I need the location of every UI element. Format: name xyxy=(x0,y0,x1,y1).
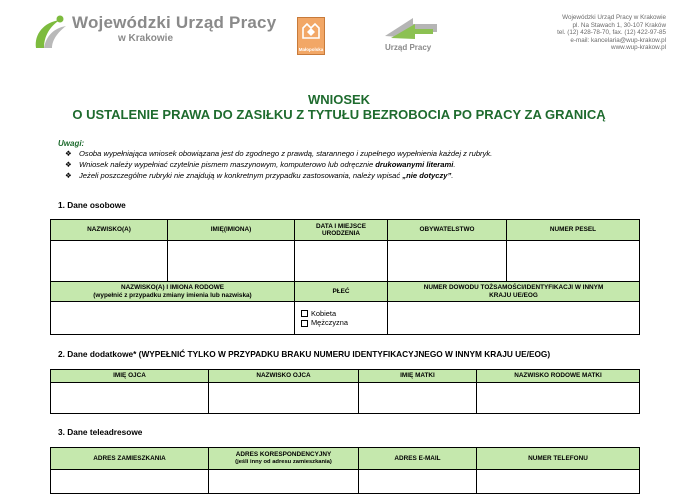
header-rodowe-line1: NAZWISKO(A) I IMIONA RODOWE xyxy=(120,284,225,292)
urzad-pracy-label: Urząd Pracy xyxy=(385,43,432,52)
option-mezczyzna-label: Mężczyzna xyxy=(311,318,348,327)
header-nazwisko-rodowe xyxy=(51,282,295,302)
checkbox-icon[interactable] xyxy=(301,320,308,327)
nazwisko-rodowe-field[interactable] xyxy=(51,302,295,335)
header-imie-matki: IMIĘ MATKI xyxy=(359,370,477,383)
additional-data-table xyxy=(50,369,640,414)
header-rodowe-line2: (wypełnić z przypadku zmiany imienia lub nazwiska) xyxy=(93,291,252,299)
note-item xyxy=(65,149,492,158)
note-item xyxy=(65,171,453,180)
personal-data-table xyxy=(50,219,640,335)
note-text-bold: drukowanymi literami xyxy=(375,160,454,169)
header-imie-ojca: IMIĘ OJCA xyxy=(51,370,209,383)
contact-line: Wojewódzki Urząd Pracy w Krakowie xyxy=(562,14,666,21)
nazwisko-ojca-field[interactable] xyxy=(209,383,359,414)
org-name: Wojewódzki Urząd Pracy xyxy=(72,13,277,32)
section-2-title: 2. Dane dodatkowe* (WYPEŁNIĆ TYLKO W PRZYPADKU BRAKU NUMERU IDENTYFIKACYJNEGO W INNYM KRAJU UE/EOG) xyxy=(58,349,551,359)
option-mezczyzna[interactable] xyxy=(301,318,387,328)
malopolska-emblem-icon xyxy=(301,22,321,42)
nazwisko-field[interactable] xyxy=(51,241,168,282)
notes-label: Uwagi: xyxy=(58,139,85,148)
option-kobieta-label: Kobieta xyxy=(311,308,337,318)
note-text: . xyxy=(451,171,454,180)
header-nazwisko-matki: NAZWISKO RODOWE MATKI xyxy=(477,370,640,383)
malopolska-logo xyxy=(297,17,325,55)
note-text-bold: „nie dotyczy” xyxy=(402,171,452,180)
note-text: Jeżeli poszczególne rubryki nie znajdują w konkretnym przypadku zastosowania, należy wpisać xyxy=(79,171,403,180)
section-1-title: 1. Dane osobowe xyxy=(58,200,126,210)
contact-line: tel. (12) 428-78-70, fax. (12) 422-97-85 xyxy=(557,29,666,37)
header-dowod-line1: NUMER DOWODU TOŻSAMOŚCI/IDENTYFIKACJI W INNYM xyxy=(423,284,604,292)
nazwisko-matki-field[interactable] xyxy=(477,383,640,414)
wup-logo-swirl-icon xyxy=(30,14,70,52)
section-3-title: 3. Dane teleadresowe xyxy=(58,427,143,437)
header-telefon: NUMER TELEFONU xyxy=(477,448,640,470)
header-obywatelstwo: OBYWATELSTWO xyxy=(388,220,507,241)
header-plec: PŁEĆ xyxy=(295,282,388,302)
contact-data-table xyxy=(50,447,640,494)
header-email: ADRES E-MAIL xyxy=(359,448,477,470)
urzad-pracy-arrow-icon xyxy=(383,14,439,42)
bullet-icon: ❖ xyxy=(65,160,72,169)
data-urodzenia-field[interactable] xyxy=(295,241,388,282)
bullet-icon: ❖ xyxy=(65,149,72,158)
header-imie: IMIĘ(IMIONA) xyxy=(168,220,295,241)
adres-zamieszkania-field[interactable] xyxy=(51,470,209,494)
email-field[interactable] xyxy=(359,470,477,494)
malopolska-label: Małopolska xyxy=(298,47,324,52)
contact-line: pl. Na Stawach 1, 30-107 Kraków xyxy=(572,21,666,29)
imie-ojca-field[interactable] xyxy=(51,383,209,414)
org-city: w Krakowie xyxy=(118,33,174,44)
adres-korespondencyjny-field[interactable] xyxy=(209,470,359,494)
note-item xyxy=(65,160,455,169)
document-subtitle: O USTALENIE PRAWA DO ZASIŁKU Z TYTUŁU BEZROBOCIA PO PRACY ZA GRANICĄ xyxy=(72,107,606,122)
header-data-line2: URODZENIA xyxy=(322,230,360,237)
checkbox-icon[interactable] xyxy=(301,310,308,317)
header-nazwisko: NAZWISKO(A) xyxy=(51,220,168,241)
header-adres-korespondencyjny xyxy=(209,448,359,470)
bullet-icon: ❖ xyxy=(65,171,72,180)
imie-field[interactable] xyxy=(168,241,295,282)
header-koresp-line2: (jeśli inny od adresu zamieszkania) xyxy=(235,458,332,465)
header-data-line1: DATA I MIEJSCE xyxy=(316,222,366,230)
header-adres-zamieszkania: ADRES ZAMIESZKANIA xyxy=(51,448,209,470)
header-koresp-line1: ADRES KORESPONDENCYJNY xyxy=(235,451,332,459)
header-data-urodzenia xyxy=(295,220,388,241)
note-text: Osoba wypełniająca wniosek obowiązana jest do zgodnego z prawdą, starannego i zupełnego wypełnienia każdej z rubryk. xyxy=(79,149,493,158)
header-pesel: NUMER PESEL xyxy=(507,220,640,241)
numer-dowodu-field[interactable] xyxy=(388,302,640,335)
pesel-field[interactable] xyxy=(507,241,640,282)
contact-email: e-mail: kancelaria@wup-krakow.pl xyxy=(570,36,666,44)
document-title: WNIOSEK xyxy=(307,92,371,107)
obywatelstwo-field[interactable] xyxy=(388,241,507,282)
imie-matki-field[interactable] xyxy=(359,383,477,414)
header-nazwisko-ojca: NAZWISKO OJCA xyxy=(209,370,359,383)
contact-www: www.wup-krakow.pl xyxy=(611,44,666,52)
plec-options xyxy=(295,302,388,335)
contact-block xyxy=(557,14,666,52)
note-text: Wniosek należy wypełniać czytelnie pismem maszynowym, komputerowo lub odręcznie xyxy=(79,160,376,169)
header-numer-dowodu xyxy=(388,282,640,302)
telefon-field[interactable] xyxy=(477,470,640,494)
option-kobieta[interactable] xyxy=(301,309,387,319)
note-text: . xyxy=(453,160,456,169)
header-dowod-line2: KRAJU UE/EOG xyxy=(489,291,538,299)
